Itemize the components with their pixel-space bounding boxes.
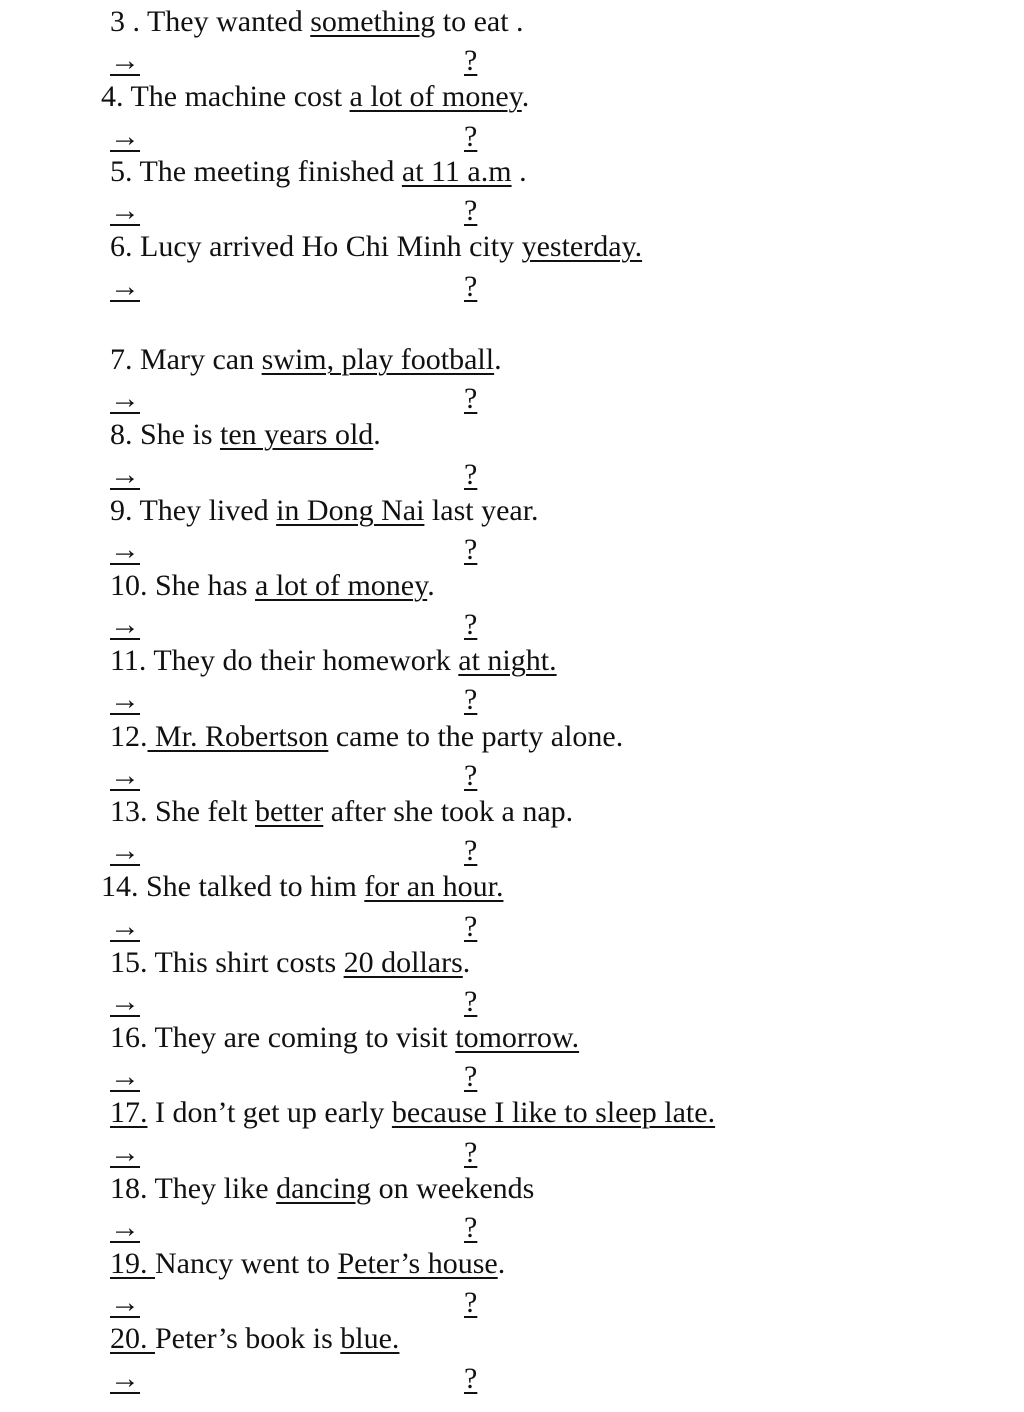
underlined-phrase: Mr. Robertson: [147, 720, 329, 753]
sentence-text: 5. The meeting finished: [110, 155, 402, 188]
underlined-phrase: dancing: [276, 1172, 372, 1205]
sentence-text: came to the party alone.: [328, 720, 624, 753]
sentence-text: .: [497, 1247, 506, 1280]
question-sentence: [110, 493, 539, 529]
underlined-phrase: 20 dollars: [343, 946, 463, 979]
question-sentence: [101, 869, 503, 905]
sentence-text: .: [427, 569, 435, 602]
question-sentence: [110, 719, 623, 755]
question-sentence: [110, 643, 557, 679]
sentence-text: 15. This shirt costs: [110, 946, 344, 979]
answer-arrow: →: [110, 683, 140, 716]
sentence-text: 7. Mary can: [110, 343, 262, 376]
underlined-phrase: swim, play football: [261, 343, 495, 376]
answer-arrow: →: [110, 910, 140, 943]
answer-question-mark: ?: [464, 270, 478, 303]
answer-question-mark: ?: [464, 382, 478, 415]
sentence-text: .: [511, 155, 527, 188]
question-sentence: [110, 342, 502, 378]
answer-arrow: →: [110, 1362, 140, 1395]
sentence-text: after she took a nap.: [323, 795, 574, 828]
question-sentence: [110, 1246, 505, 1282]
answer-arrow: →: [110, 270, 140, 303]
answer-arrow: →: [110, 458, 140, 491]
sentence-text: 10. She has: [110, 569, 255, 602]
underlined-phrase: a lot of money: [255, 569, 428, 602]
underlined-phrase: tomorrow.: [455, 1021, 580, 1054]
sentence-text: 4. The machine cost: [101, 80, 350, 113]
answer-arrow: →: [110, 120, 140, 153]
question-sentence: [110, 417, 381, 453]
question-sentence: [110, 568, 435, 604]
underlined-phrase: 20.: [110, 1322, 155, 1355]
sentence-text: 9. They lived: [110, 494, 277, 527]
answer-question-mark: ?: [464, 533, 478, 566]
answer-arrow: →: [110, 1211, 140, 1244]
question-sentence: [110, 1095, 715, 1131]
underlined-phrase: yesterday.: [521, 230, 643, 263]
sentence-text: 6. Lucy arrived Ho Chi Minh city: [110, 230, 522, 263]
sentence-text: .: [373, 418, 381, 451]
sentence-text: Nancy went to: [155, 1247, 338, 1280]
question-sentence: [101, 79, 529, 115]
question-sentence: [110, 794, 573, 830]
answer-arrow: →: [110, 608, 140, 641]
answer-question-mark: ?: [464, 608, 478, 641]
question-sentence: [110, 945, 470, 981]
question-sentence: [110, 1321, 399, 1357]
answer-arrow: →: [110, 1136, 140, 1169]
question-sentence: [110, 4, 524, 40]
answer-arrow: →: [110, 194, 140, 227]
underlined-phrase: Peter’s house: [337, 1247, 498, 1280]
sentence-text: on weekends: [371, 1172, 535, 1205]
answer-question-mark: ?: [464, 1136, 478, 1169]
underlined-phrase: a lot of money: [349, 80, 522, 113]
answer-question-mark: ?: [464, 194, 478, 227]
question-sentence: [110, 1171, 534, 1207]
answer-arrow: →: [110, 533, 140, 566]
sentence-text: 16. They are coming to visit: [110, 1021, 456, 1054]
answer-question-mark: ?: [464, 1060, 478, 1093]
answer-arrow: →: [110, 382, 140, 415]
underlined-phrase: blue.: [340, 1322, 400, 1355]
underlined-phrase: ten years old: [220, 418, 374, 451]
underlined-phrase: at 11 a.m: [401, 155, 512, 188]
answer-question-mark: ?: [464, 120, 478, 153]
underlined-phrase: better: [254, 795, 324, 828]
sentence-text: Peter’s book is: [155, 1322, 341, 1355]
sentence-text: .: [462, 946, 471, 979]
answer-question-mark: ?: [464, 1362, 478, 1395]
answer-question-mark: ?: [464, 458, 478, 491]
question-sentence: [110, 154, 527, 190]
answer-question-mark: ?: [464, 1286, 478, 1319]
underlined-phrase: 17.: [110, 1096, 148, 1129]
answer-arrow: →: [110, 834, 140, 867]
sentence-text: 18. They like: [110, 1172, 277, 1205]
answer-arrow: →: [110, 1060, 140, 1093]
underlined-phrase: because I like to sleep late.: [391, 1096, 716, 1129]
sentence-text: I don’t get up early: [147, 1096, 392, 1129]
answer-question-mark: ?: [464, 910, 478, 943]
sentence-text: 8. She is: [110, 418, 221, 451]
underlined-phrase: at night.: [458, 644, 557, 677]
answer-question-mark: ?: [464, 683, 478, 716]
answer-arrow: →: [110, 1286, 140, 1319]
underlined-phrase: in Dong Nai: [276, 494, 425, 527]
answer-question-mark: ?: [464, 985, 478, 1018]
answer-question-mark: ?: [464, 834, 478, 867]
answer-arrow: →: [110, 44, 140, 77]
answer-arrow: →: [110, 759, 140, 792]
underlined-phrase: for an hour.: [364, 870, 504, 903]
sentence-text: 12.: [110, 720, 148, 753]
sentence-text: 3 . They wanted: [110, 5, 311, 38]
question-sentence: [110, 1020, 579, 1056]
sentence-text: 14. She talked to him: [101, 870, 365, 903]
answer-question-mark: ?: [464, 759, 478, 792]
sentence-text: to eat .: [435, 5, 524, 38]
sentence-text: .: [521, 80, 530, 113]
sentence-text: 11. They do their homework: [110, 644, 459, 677]
answer-question-mark: ?: [464, 44, 478, 77]
answer-question-mark: ?: [464, 1211, 478, 1244]
underlined-phrase: 19.: [110, 1247, 155, 1280]
question-sentence: [110, 229, 642, 265]
answer-arrow: →: [110, 985, 140, 1018]
underlined-phrase: something: [310, 5, 436, 38]
sentence-text: last year.: [424, 494, 539, 527]
sentence-text: .: [494, 343, 502, 376]
sentence-text: 13. She felt: [110, 795, 255, 828]
